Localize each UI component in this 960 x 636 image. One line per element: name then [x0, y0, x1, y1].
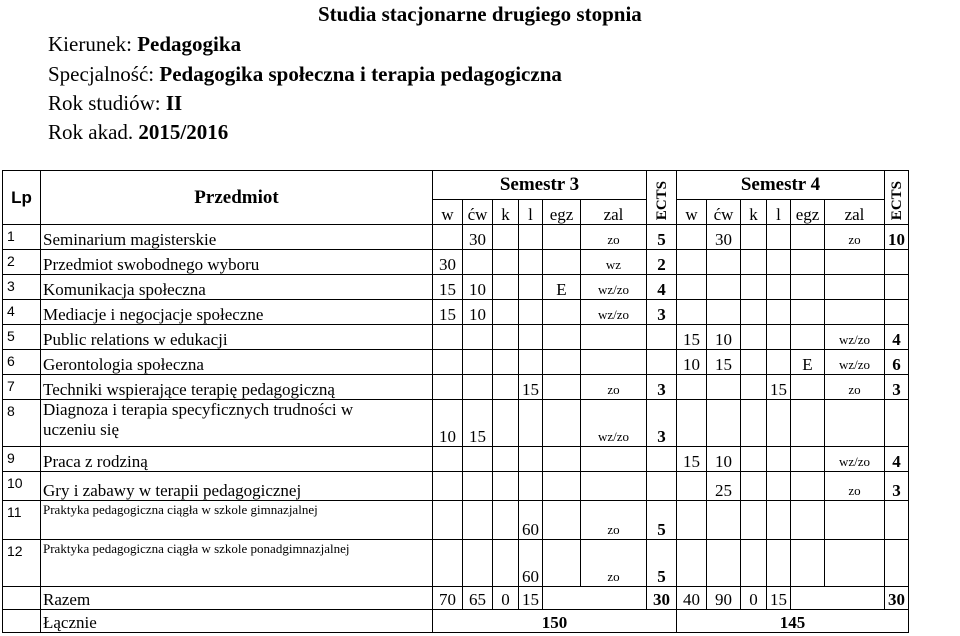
- row-lp: 1: [3, 225, 41, 250]
- sem4-cell: [767, 225, 791, 250]
- sem4-cell: [825, 300, 885, 325]
- sem3-cell: [519, 350, 543, 375]
- sem4-cell: [825, 501, 885, 540]
- sem3-cell: [493, 275, 519, 300]
- sem3-cell: [433, 540, 463, 587]
- subheader-s3-5: zal: [581, 200, 647, 225]
- sem3-cell: wz/zo: [581, 275, 647, 300]
- sem4-cell: [767, 540, 791, 587]
- sem3-cell: [519, 250, 543, 275]
- sem3-ects: 5: [647, 225, 677, 250]
- row-subject-name: Techniki wspierające terapię pedagogiczną: [41, 375, 433, 400]
- sem3-cell: [433, 501, 463, 540]
- sem4-ects: [885, 250, 909, 275]
- sem4-ects: 4: [885, 447, 909, 472]
- sem4-cell: [741, 225, 767, 250]
- sem4-cell: [707, 275, 741, 300]
- sem4-cell: [741, 501, 767, 540]
- row-lp: 7: [3, 375, 41, 400]
- razem-sem4-cell: 15: [767, 587, 791, 610]
- sem4-cell: zo: [825, 472, 885, 501]
- sem4-cell: [707, 300, 741, 325]
- sem4-cell: [677, 225, 707, 250]
- sem4-cell: [767, 400, 791, 447]
- sem3-cell: [543, 447, 581, 472]
- sem4-cell: E: [791, 350, 825, 375]
- sem4-cell: 15: [677, 325, 707, 350]
- row-subject-name: Gerontologia społeczna: [41, 350, 433, 375]
- sem4-cell: wz/zo: [825, 447, 885, 472]
- page-title: Studia stacjonarne drugiego stopnia: [318, 2, 642, 26]
- sem4-cell: [791, 375, 825, 400]
- sem4-cell: [825, 275, 885, 300]
- sem3-cell: [493, 350, 519, 375]
- sem3-ects: 3: [647, 300, 677, 325]
- sem4-cell: [791, 300, 825, 325]
- table-row: [3, 325, 909, 350]
- sem3-cell: [433, 472, 463, 501]
- sem3-cell: [543, 225, 581, 250]
- sem4-cell: [741, 300, 767, 325]
- sem4-cell: [825, 250, 885, 275]
- sem4-cell: 10: [707, 325, 741, 350]
- info-rok-akad: Rok akad. 2015/2016: [48, 120, 229, 144]
- sem4-ects: 6: [885, 350, 909, 375]
- razem-sem3-cell: 70: [433, 587, 463, 610]
- sem4-cell: [677, 540, 707, 587]
- table-row: [3, 540, 909, 587]
- sem4-ects: [885, 400, 909, 447]
- razem-sem4-empty: [791, 587, 885, 610]
- razem-lp: [3, 587, 41, 610]
- header-semestr-3: Semestr 3: [433, 171, 647, 200]
- sem3-cell: [519, 447, 543, 472]
- subheader-s3-1: ćw: [463, 200, 493, 225]
- razem-sem4-ects: 30: [885, 587, 909, 610]
- razem-sem3-cell: 65: [463, 587, 493, 610]
- sem3-cell: [493, 540, 519, 587]
- sem3-cell: [543, 501, 581, 540]
- row-subject-name: Mediacje i negocjacje społeczne: [41, 300, 433, 325]
- sem4-cell: [767, 250, 791, 275]
- lacznie-sem4-total: 145: [677, 610, 909, 633]
- razem-sem4-cell: 0: [741, 587, 767, 610]
- sem3-cell: [433, 447, 463, 472]
- sem4-cell: [741, 540, 767, 587]
- subheader-s4-4: egz: [791, 200, 825, 225]
- sem4-cell: [741, 325, 767, 350]
- sem4-cell: 15: [767, 375, 791, 400]
- sem3-cell: 15: [433, 275, 463, 300]
- info-specjalnosc: Specjalność: Pedagogika społeczna i terapia pedagogiczna: [48, 62, 562, 86]
- subheader-s4-1: ćw: [707, 200, 741, 225]
- row-lp: 9: [3, 447, 41, 472]
- row-subject-name: Public relations w edukacji: [41, 325, 433, 350]
- row-lp: 6: [3, 350, 41, 375]
- sem4-cell: [767, 325, 791, 350]
- table-row-lacznie: [3, 610, 909, 633]
- sem4-cell: [825, 400, 885, 447]
- sem4-cell: zo: [825, 225, 885, 250]
- sem3-cell: [519, 300, 543, 325]
- sem3-cell: [519, 400, 543, 447]
- sem3-cell: [493, 400, 519, 447]
- row-subject-name: [41, 400, 433, 447]
- sem4-cell: [677, 300, 707, 325]
- lacznie-lp: [3, 610, 41, 633]
- sem4-cell: [791, 472, 825, 501]
- subheader-s3-4: egz: [543, 200, 581, 225]
- sem3-cell: [581, 325, 647, 350]
- row-subject-name: Gry i zabawy w terapii pedagogicznej: [41, 472, 433, 501]
- sem3-ects: 5: [647, 501, 677, 540]
- table-row-razem: [3, 587, 909, 610]
- sem3-cell: [463, 447, 493, 472]
- sem3-cell: [519, 472, 543, 501]
- sem3-cell: 10: [463, 300, 493, 325]
- sem4-cell: [707, 501, 741, 540]
- sem3-cell: [433, 350, 463, 375]
- sem4-ects: [885, 540, 909, 587]
- sem4-cell: [791, 400, 825, 447]
- sem4-cell: wz/zo: [825, 325, 885, 350]
- sem4-cell: [741, 250, 767, 275]
- sem4-cell: [791, 325, 825, 350]
- row-subject-name: Praktyka pedagogiczna ciągła w szkole gimnazjalnej: [41, 501, 433, 540]
- sem4-cell: [707, 375, 741, 400]
- sem4-cell: [741, 400, 767, 447]
- sem4-cell: [767, 275, 791, 300]
- sem4-cell: 15: [677, 447, 707, 472]
- sem4-cell: [791, 250, 825, 275]
- subheader-s4-2: k: [741, 200, 767, 225]
- sem4-cell: [677, 400, 707, 447]
- row-subject-name: Seminarium magisterskie: [41, 225, 433, 250]
- razem-sem3-empty: [543, 587, 647, 610]
- razem-sem4-cell: 40: [677, 587, 707, 610]
- sem3-cell: [463, 540, 493, 587]
- row-subject-name: Praca z rodziną: [41, 447, 433, 472]
- sem4-cell: wz/zo: [825, 350, 885, 375]
- sem4-cell: [741, 350, 767, 375]
- sem4-cell: [741, 375, 767, 400]
- sem3-cell: zo: [581, 540, 647, 587]
- sem4-cell: [741, 472, 767, 501]
- sem4-cell: [791, 447, 825, 472]
- sem3-cell: [543, 472, 581, 501]
- sem4-cell: [767, 300, 791, 325]
- row-subject-name: Komunikacja społeczna: [41, 275, 433, 300]
- lacznie-label: Łącznie: [41, 610, 433, 633]
- sem3-cell: [433, 325, 463, 350]
- sem3-cell: wz/zo: [581, 300, 647, 325]
- table-row: [3, 472, 909, 501]
- row-lp: 2: [3, 250, 41, 275]
- sem3-cell: [493, 325, 519, 350]
- subheader-s4-3: l: [767, 200, 791, 225]
- sem3-ects: 5: [647, 540, 677, 587]
- row-lp: 12: [3, 540, 41, 587]
- sem3-cell: [581, 350, 647, 375]
- sem3-cell: [581, 472, 647, 501]
- table-row: [3, 225, 909, 250]
- row-lp: 10: [3, 472, 41, 501]
- table-row: [3, 400, 909, 447]
- sem3-cell: [463, 350, 493, 375]
- sem3-cell: [493, 472, 519, 501]
- table-row: [3, 501, 909, 540]
- header-semestr-4: Semestr 4: [677, 171, 885, 200]
- sem3-cell: 15: [519, 375, 543, 400]
- sem3-cell: [433, 225, 463, 250]
- sem3-cell: [463, 325, 493, 350]
- sem4-cell: [677, 501, 707, 540]
- sem3-cell: [519, 325, 543, 350]
- sem3-cell: zo: [581, 375, 647, 400]
- sem4-ects: [885, 501, 909, 540]
- sem4-cell: [677, 375, 707, 400]
- sem3-cell: zo: [581, 225, 647, 250]
- sem4-cell: [707, 540, 741, 587]
- sem3-cell: [493, 447, 519, 472]
- header-ects-3: ECTS: [647, 171, 677, 225]
- table-row: [3, 447, 909, 472]
- table-row: [3, 275, 909, 300]
- sem3-cell: 15: [433, 300, 463, 325]
- sem4-cell: [767, 350, 791, 375]
- sem4-cell: [677, 250, 707, 275]
- sem4-cell: [767, 447, 791, 472]
- sem3-ects: 2: [647, 250, 677, 275]
- row-lp: 11: [3, 501, 41, 540]
- sem3-cell: E: [543, 275, 581, 300]
- subheader-s4-0: w: [677, 200, 707, 225]
- table-row: [3, 300, 909, 325]
- sem4-cell: [767, 501, 791, 540]
- razem-sem4-cell: 90: [707, 587, 741, 610]
- sem3-cell: [433, 375, 463, 400]
- table-row: [3, 250, 909, 275]
- sem4-ects: [885, 300, 909, 325]
- sem3-cell: 30: [433, 250, 463, 275]
- sem3-cell: [463, 501, 493, 540]
- sem4-cell: [677, 275, 707, 300]
- sem4-cell: zo: [825, 375, 885, 400]
- sem4-ects: [885, 275, 909, 300]
- header-lp: Lp: [3, 171, 41, 225]
- sem3-cell: [493, 300, 519, 325]
- sem3-cell: [543, 300, 581, 325]
- subject-name-line: uczeniu się: [43, 420, 119, 439]
- sem4-cell: 30: [707, 225, 741, 250]
- sem3-cell: wz: [581, 250, 647, 275]
- table-row: [3, 350, 909, 375]
- sem4-cell: [791, 275, 825, 300]
- sem4-cell: [707, 250, 741, 275]
- row-lp: 4: [3, 300, 41, 325]
- razem-sem3-ects: 30: [647, 587, 677, 610]
- row-lp: 3: [3, 275, 41, 300]
- sem4-cell: [767, 472, 791, 501]
- info-rok-studiow: Rok studiów: II: [48, 91, 183, 115]
- sem3-ects: 3: [647, 400, 677, 447]
- sem4-cell: 25: [707, 472, 741, 501]
- sem3-cell: [493, 501, 519, 540]
- sem3-ects: 4: [647, 275, 677, 300]
- sem3-cell: 60: [519, 540, 543, 587]
- sem4-cell: 10: [707, 447, 741, 472]
- sem3-cell: [543, 250, 581, 275]
- sem3-cell: [493, 375, 519, 400]
- sem3-cell: [543, 540, 581, 587]
- razem-label: Razem: [41, 587, 433, 610]
- study-plan-table: [2, 170, 909, 633]
- sem4-cell: [741, 275, 767, 300]
- sem3-cell: [543, 350, 581, 375]
- sem3-ects: [647, 447, 677, 472]
- sem3-cell: [463, 375, 493, 400]
- sem3-cell: 10: [463, 275, 493, 300]
- sem4-cell: [791, 540, 825, 587]
- subheader-s3-2: k: [493, 200, 519, 225]
- header-przedmiot: Przedmiot: [41, 171, 433, 225]
- row-lp: 8: [3, 400, 41, 447]
- sem3-cell: [519, 275, 543, 300]
- sem4-cell: [707, 400, 741, 447]
- sem3-cell: [543, 375, 581, 400]
- sem4-cell: [741, 447, 767, 472]
- sem3-ects: [647, 350, 677, 375]
- subject-name-line: Diagnoza i terapia specyficznych trudności w: [43, 400, 354, 419]
- sem3-cell: 10: [433, 400, 463, 447]
- info-kierunek: Kierunek: Pedagogika: [48, 32, 242, 56]
- sem3-cell: wz/zo: [581, 400, 647, 447]
- sem3-cell: [493, 250, 519, 275]
- sem3-cell: [543, 400, 581, 447]
- sem4-ects: 10: [885, 225, 909, 250]
- sem3-ects: [647, 325, 677, 350]
- sem4-ects: 3: [885, 375, 909, 400]
- sem4-cell: 10: [677, 350, 707, 375]
- sem3-cell: 30: [463, 225, 493, 250]
- sem4-cell: 15: [707, 350, 741, 375]
- sem3-cell: [581, 447, 647, 472]
- sem3-cell: [493, 225, 519, 250]
- row-lp: 5: [3, 325, 41, 350]
- header-ects-4: ECTS: [885, 171, 909, 225]
- sem3-cell: [463, 472, 493, 501]
- razem-sem3-cell: 15: [519, 587, 543, 610]
- sem3-ects: [647, 472, 677, 501]
- row-subject-name: Przedmiot swobodnego wyboru: [41, 250, 433, 275]
- sem3-cell: zo: [581, 501, 647, 540]
- row-subject-name: Praktyka pedagogiczna ciągła w szkole ponadgimnazjalnej: [41, 540, 433, 587]
- sem3-cell: [519, 225, 543, 250]
- lacznie-sem3-total: 150: [433, 610, 677, 633]
- subheader-s3-3: l: [519, 200, 543, 225]
- subheader-s4-5: zal: [825, 200, 885, 225]
- sem4-cell: [791, 225, 825, 250]
- sem3-cell: 60: [519, 501, 543, 540]
- sem3-ects: 3: [647, 375, 677, 400]
- sem4-ects: 4: [885, 325, 909, 350]
- sem4-cell: [677, 472, 707, 501]
- sem3-cell: [543, 325, 581, 350]
- sem3-cell: [463, 250, 493, 275]
- sem4-cell: [825, 540, 885, 587]
- sem4-ects: 3: [885, 472, 909, 501]
- subheader-s3-0: w: [433, 200, 463, 225]
- sem3-cell: 15: [463, 400, 493, 447]
- sem4-cell: [791, 501, 825, 540]
- razem-sem3-cell: 0: [493, 587, 519, 610]
- table-row: [3, 375, 909, 400]
